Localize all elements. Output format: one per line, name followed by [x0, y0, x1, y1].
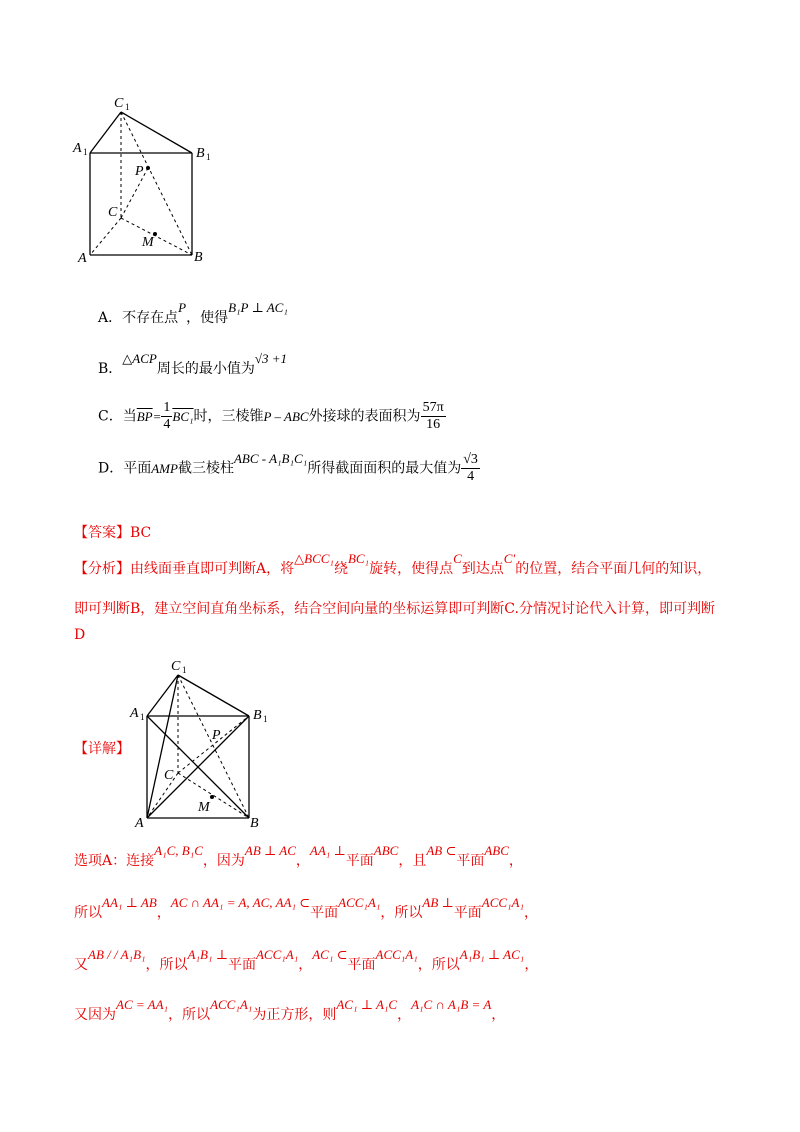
- analysis-line-1: 【分析】由线面垂直即可判断A，将△BCC₁绕BC₁旋转，使得点C到达点C′的位置，结合平面几何的知识，: [74, 551, 712, 577]
- solution-line-1: 选项A：连接A₁C, B₁C，因为AB ⊥ AC，AA₁ ⊥平面ABC，且AB ⊂平面ABC，: [74, 843, 523, 869]
- solution-line-4: 又因为AC = AA₁，所以ACC₁A₁为正方形，则AC₁ ⊥ A₁C，A₁C ∩ A₁B = A，: [74, 997, 506, 1023]
- svg-text:1: 1: [182, 665, 187, 675]
- option-d: D．平面AMP截三棱柱ABC - A₁B₁C₁所得截面面积的最大值为 $\frac{√3}{4}$: [98, 450, 478, 484]
- label-c: C: [108, 205, 118, 220]
- label-b-2: B: [250, 816, 259, 831]
- prism-figure-2: [128, 655, 278, 835]
- option-c: C．当$\overline{BP}=$ $\frac{1}{4}$ BC₁时，三棱锥P – ABC外接球的表面积为 $\frac{57\pi}{16}$: [98, 400, 444, 432]
- label-c-2: C: [164, 768, 174, 783]
- label-a-2: A: [135, 816, 144, 831]
- analysis-line-2: 即可判断B，建立空间直角坐标系，结合空间向量的坐标运算即可判断C.分情况讨论代入计算，即可判断: [74, 601, 715, 617]
- label-m-2: M: [198, 800, 210, 815]
- label-c1: C: [114, 96, 124, 111]
- label-c1-2: C: [171, 659, 181, 674]
- label-p: P: [135, 164, 144, 179]
- point-m-2: [210, 795, 214, 799]
- answer-line: 【答案】BC: [74, 525, 152, 541]
- svg-text:1: 1: [83, 147, 88, 157]
- label-m: M: [142, 235, 154, 250]
- detail-tag: 【详解】: [74, 741, 130, 757]
- option-b: B．△ACP周长的最小值为√3 +1: [98, 351, 288, 377]
- analysis-paragraph: [74, 551, 734, 648]
- label-b1: B: [196, 146, 205, 161]
- svg-text:1: 1: [125, 102, 130, 112]
- option-a: A．不存在点P，使得B₁P ⊥ AC₁: [98, 300, 288, 326]
- svg-text:1: 1: [206, 152, 211, 162]
- svg-text:1: 1: [263, 714, 268, 724]
- label-b1-2: B: [253, 708, 262, 723]
- label-a1: A: [73, 141, 82, 156]
- solution-line-3: 又AB / / A₁B₁，所以A₁B₁ ⊥平面ACC₁A₁，AC₁ ⊂平面ACC₁A₁，所以A₁B₁ ⊥ AC₁，: [74, 947, 539, 973]
- label-p-2: P: [212, 728, 221, 743]
- analysis-line-3: D: [74, 627, 86, 643]
- prism-figure-1: [70, 90, 220, 270]
- point-p: [146, 166, 150, 170]
- solution-line-2: 所以AA₁ ⊥ AB，AC ∩ AA₁ = A, AC, AA₁ ⊂平面ACC₁A₁，所以AB ⊥平面ACC₁A₁，: [74, 895, 539, 921]
- label-a: A: [78, 251, 87, 266]
- svg-text:1: 1: [140, 712, 145, 722]
- label-a1-2: A: [130, 706, 139, 721]
- label-b: B: [194, 250, 203, 265]
